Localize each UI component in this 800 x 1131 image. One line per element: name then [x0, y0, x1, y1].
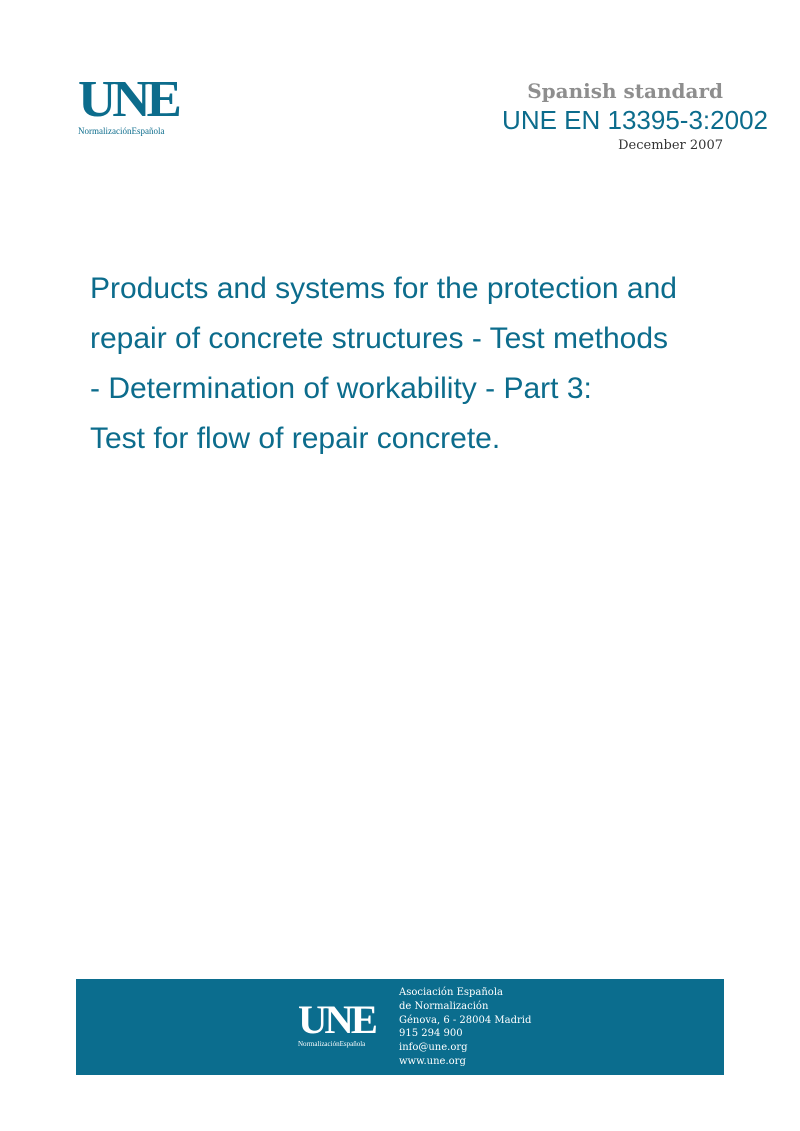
standard-info: [502, 78, 768, 156]
standard-kind: Spanish standard: [527, 79, 723, 103]
footer-tagline-espanola: Española: [339, 1040, 366, 1048]
footer-website-link[interactable]: www.une.org: [399, 1055, 466, 1067]
footer-tagline-normalizacion: Normalización: [298, 1040, 340, 1048]
une-logo-mark: UNE: [78, 71, 178, 128]
title-line: - Determination of workability - Part 3:: [90, 372, 592, 405]
title-line: Test for flow of repair concrete.: [90, 422, 501, 455]
footer-contact-info: [399, 986, 531, 1069]
standard-date: December 2007: [618, 138, 723, 153]
tagline-normalizacion: Normalización: [78, 126, 132, 136]
footer-banner: [76, 979, 724, 1075]
document-title: [90, 264, 750, 464]
title-line: Products and systems for the protection and: [90, 272, 677, 305]
title-line: repair of concrete structures - Test methods: [90, 322, 669, 355]
footer-address: Génova, 6 - 28004 Madrid: [399, 1014, 532, 1026]
tagline-espanola: Española: [131, 126, 165, 136]
footer-phone: 915 294 900: [399, 1028, 463, 1040]
footer-org-name-2: de Normalización: [399, 1000, 489, 1012]
footer-une-logo: [298, 997, 375, 1048]
footer-org-name-1: Asociación Española: [399, 987, 503, 998]
footer-logo-mark: UNE: [298, 997, 375, 1042]
une-logo: [78, 71, 208, 136]
standard-code: UNE EN 13395-3:2002: [502, 105, 768, 135]
footer-email-link[interactable]: info@une.org: [399, 1042, 468, 1054]
